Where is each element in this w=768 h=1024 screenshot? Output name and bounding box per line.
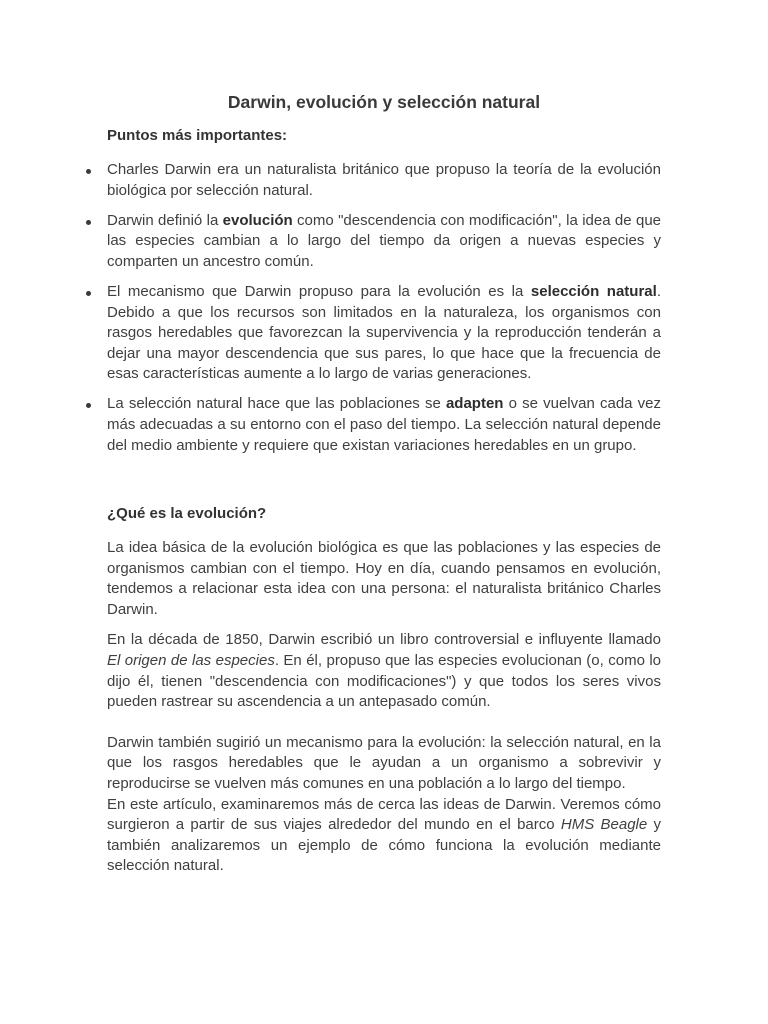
ship-name: HMS Beagle xyxy=(560,816,648,834)
key-points-heading: Puntos más importantes: xyxy=(107,127,288,144)
paragraph-text: En la década de 1850, Darwin escribió un libro controversial e influyente llamado xyxy=(107,631,661,649)
book-title: El origen de las especies xyxy=(107,651,275,669)
bullet-text: Charles Darwin era un naturalista británico que propuso la teoría de la evolución biológica por selección natural. xyxy=(107,161,661,199)
bullet-text: como "descendencia con modificación", la idea de que las especies cambian a lo largo del tiempo da origen a nuevas especies y comparten un ancestro común. xyxy=(107,211,661,270)
paragraph: Darwin también sugirió un mecanismo para la evolución: la selección natural, en la que los rasgos heredables que le ayudan a un organismo a sobrevivir y reproducirse se vuelven más comunes en una población a lo largo del tiempo. xyxy=(107,733,661,792)
paragraph-text: En este artículo, examinaremos más de cerca las ideas de Darwin. Veremos cómo surgieron a partir de sus viajes alrededor del mundo en el barco xyxy=(107,795,661,834)
paragraph xyxy=(107,630,661,712)
list-item xyxy=(107,282,661,385)
bullet-text: . Debido a que los recursos son limitados en la naturaleza, los organismos con rasgos heredables que favorezcan la supervivencia y la reproducción tenderán a dejar una mayor descendencia que sus pares, lo que hace que la frecuencia de esas características aumente a lo largo de varias generaciones. xyxy=(107,282,661,383)
section-body xyxy=(107,538,661,877)
bullet-text: La selección natural hace que las poblaciones se xyxy=(107,395,446,413)
bullet-text: El mecanismo que Darwin propuso para la evolución es la xyxy=(107,282,531,300)
list-item xyxy=(107,211,661,273)
bullet-text: o se vuelvan cada vez más adecuadas a su entorno con el paso del tiempo. La selección natural depende del medio ambiente y requiere que existan variaciones heredables en un grupo. xyxy=(107,395,661,454)
paragraph-text: y también analizaremos un ejemplo de cómo funciona la evolución mediante selección natural. xyxy=(107,816,661,875)
bullet-bold-term: evolución xyxy=(222,211,293,229)
bullet-text: Darwin definió la xyxy=(107,211,223,229)
bullet-bold-term: selección natural xyxy=(530,282,657,300)
bullet-bold-term: adapten xyxy=(445,395,504,413)
paragraph-text: . En él, propuso que las especies evolucionan (o, como lo dijo él, tienen "descendencia con modificaciones") y que todos los seres vivos pueden rastrear su ascendencia a un antepasado común. xyxy=(107,651,662,711)
paragraph xyxy=(107,795,661,877)
list-item xyxy=(107,394,661,456)
page-title: Darwin, evolución y selección natural xyxy=(227,92,541,112)
paragraph: La idea básica de la evolución biológica es que las poblaciones y las especies de organismos cambian con el tiempo. Hoy en día, cuando pensamos en evolución, tendemos a relacionar esta idea con una persona: el naturalista británico Charles Darwin. xyxy=(107,539,661,618)
list-item xyxy=(107,160,661,201)
section-heading: ¿Qué es la evolución? xyxy=(107,505,267,522)
key-points-list xyxy=(107,160,661,466)
